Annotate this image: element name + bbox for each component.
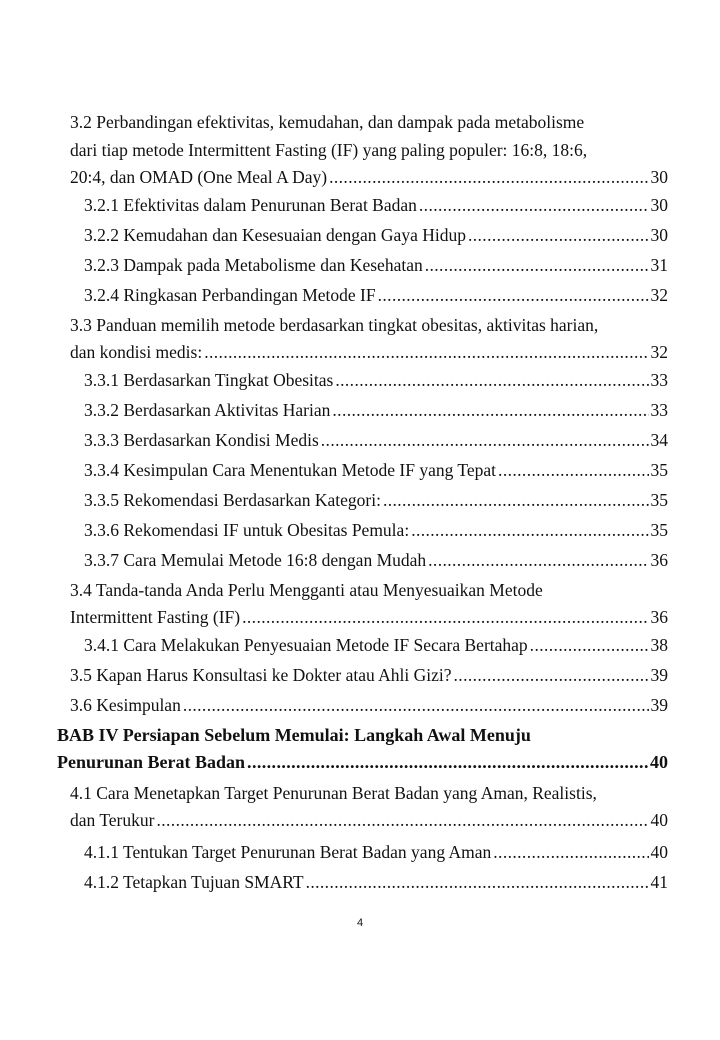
toc-page-number: 40 <box>650 752 668 772</box>
toc-page-number: 35 <box>650 519 668 540</box>
toc-page-number: 35 <box>650 489 668 510</box>
toc-entry-title: 4.1.1 Tentukan Target Penurunan Berat Badan yang Aman <box>84 841 492 862</box>
toc-entry-title-line: BAB IV Persiapan Sebelum Memulai: Langkah Awal Menuju <box>57 724 531 745</box>
toc-entry-4-1[interactable] <box>70 780 668 835</box>
toc-entry-3-2[interactable] <box>70 109 668 192</box>
toc-entry-title: 3.2.4 Ringkasan Perbandingan Metode IF <box>84 284 376 305</box>
toc-entry-3-3-7[interactable] <box>84 547 668 575</box>
toc-entry-3-5[interactable] <box>70 662 668 690</box>
toc-entry-title: 3.2.2 Kemudahan dan Kesesuaian dengan Gaya Hidup <box>84 224 466 245</box>
toc-entry-3-4-1[interactable] <box>84 632 668 660</box>
toc-page-number: 30 <box>650 224 668 245</box>
dot-leader <box>425 252 649 280</box>
toc-entry-title: 3.3.1 Berdasarkan Tingkat Obesitas <box>84 369 334 390</box>
toc-entry-title: 3.3.4 Kesimpulan Cara Menentukan Metode IF yang Tepat <box>84 459 497 480</box>
dot-leader <box>383 487 649 515</box>
dot-leader <box>156 807 648 835</box>
toc-entry-title-line: dan Terukur <box>70 810 155 830</box>
toc-entry-title: 3.2.3 Dampak pada Metabolisme dan Kesehatan <box>84 254 423 275</box>
dot-leader <box>306 869 649 897</box>
table-of-contents <box>0 109 720 899</box>
toc-entry-title-line: 4.1 Cara Menetapkan Target Penurunan Berat Badan yang Aman, Realistis, <box>70 782 597 803</box>
dot-leader <box>204 339 648 367</box>
toc-entry-title-line: dan kondisi medis: <box>70 342 203 362</box>
toc-entry-title: 3.4.1 Cara Melakukan Penyesuaian Metode IF Secara Bertahap <box>84 634 528 655</box>
toc-page-number: 39 <box>650 694 668 715</box>
toc-entry-3-3-5[interactable] <box>84 487 668 515</box>
toc-page-number: 36 <box>650 607 668 627</box>
dot-leader <box>242 604 648 632</box>
toc-entry-title-line: 3.3 Panduan memilih metode berdasarkan tingkat obesitas, aktivitas harian, <box>70 314 599 335</box>
toc-entry-3-3-6[interactable] <box>84 517 668 545</box>
toc-entry-3-4[interactable] <box>70 577 668 632</box>
dot-leader <box>321 427 649 455</box>
toc-entry-title: 3.6 Kesimpulan <box>70 694 181 715</box>
toc-entry-bab-4[interactable] <box>57 722 668 777</box>
toc-entry-title: 3.3.5 Rekomendasi Berdasarkan Kategori: <box>84 489 381 510</box>
toc-page-number: 30 <box>650 194 668 215</box>
dot-leader <box>335 367 648 395</box>
toc-page-number: 31 <box>650 254 668 275</box>
dot-leader <box>419 192 649 220</box>
dot-leader <box>454 662 649 690</box>
toc-page-number: 32 <box>650 342 668 362</box>
toc-entry-3-3-4[interactable] <box>84 457 668 485</box>
toc-entry-3-2-1[interactable] <box>84 192 668 220</box>
toc-page-number: 40 <box>650 841 668 862</box>
toc-entry-title: 3.2.1 Efektivitas dalam Penurunan Berat Badan <box>84 194 417 215</box>
toc-page-number: 35 <box>650 459 668 480</box>
toc-entry-3-6[interactable] <box>70 692 668 720</box>
toc-page-number: 41 <box>650 871 668 892</box>
toc-page-number: 32 <box>650 284 668 305</box>
dot-leader <box>493 839 648 867</box>
toc-entry-title-line: Intermittent Fasting (IF) <box>70 607 241 627</box>
dot-leader <box>329 164 648 192</box>
toc-page-number: 39 <box>650 664 668 685</box>
toc-entry-title: 3.3.3 Berdasarkan Kondisi Medis <box>84 429 319 450</box>
toc-page-number: 36 <box>650 549 668 570</box>
toc-entry-3-3-1[interactable] <box>84 367 668 395</box>
dot-leader <box>247 749 648 777</box>
toc-entry-title: 3.3.2 Berdasarkan Aktivitas Harian <box>84 399 331 420</box>
toc-entry-title: 3.5 Kapan Harus Konsultasi ke Dokter atau Ahli Gizi? <box>70 664 452 685</box>
toc-page-number: 33 <box>650 369 668 390</box>
toc-entry-3-2-2[interactable] <box>84 222 668 250</box>
toc-entry-3-2-4[interactable] <box>84 282 668 310</box>
toc-entry-title: 4.1.2 Tetapkan Tujuan SMART <box>84 871 304 892</box>
toc-entry-3-2-3[interactable] <box>84 252 668 280</box>
dot-leader <box>498 457 648 485</box>
toc-page-number: 33 <box>650 399 668 420</box>
dot-leader <box>530 632 649 660</box>
toc-entry-4-1-1[interactable] <box>84 839 668 867</box>
toc-entry-title-line: dari tiap metode Intermittent Fasting (IF) yang paling populer: 16:8, 18:6, <box>70 139 588 160</box>
page-number: 4 <box>356 917 364 929</box>
toc-entry-title-line: 20:4, dan OMAD (One Meal A Day) <box>70 167 328 187</box>
toc-entry-title-line: 3.4 Tanda-tanda Anda Perlu Mengganti atau Menyesuaikan Metode <box>70 579 543 600</box>
toc-entry-3-3-3[interactable] <box>84 427 668 455</box>
toc-entry-title: 3.3.6 Rekomendasi IF untuk Obesitas Pemula: <box>84 519 410 540</box>
toc-page-number: 38 <box>650 634 668 655</box>
dot-leader <box>332 397 648 425</box>
toc-entry-title-line: 3.2 Perbandingan efektivitas, kemudahan, dan dampak pada metabolisme <box>70 112 585 132</box>
dot-leader <box>411 517 648 545</box>
dot-leader <box>468 222 649 250</box>
dot-leader <box>378 282 649 310</box>
dot-leader <box>428 547 648 575</box>
toc-page-number: 40 <box>650 810 668 830</box>
toc-page-number: 34 <box>650 429 668 450</box>
toc-entry-4-1-2[interactable] <box>84 869 668 897</box>
toc-entry-title: 3.3.7 Cara Memulai Metode 16:8 dengan Mudah <box>84 549 427 570</box>
toc-page-number: 30 <box>650 167 668 187</box>
toc-entry-title-line: Penurunan Berat Badan <box>57 752 246 772</box>
toc-entry-3-3[interactable] <box>70 312 668 367</box>
dot-leader <box>183 692 649 720</box>
toc-entry-3-3-2[interactable] <box>84 397 668 425</box>
